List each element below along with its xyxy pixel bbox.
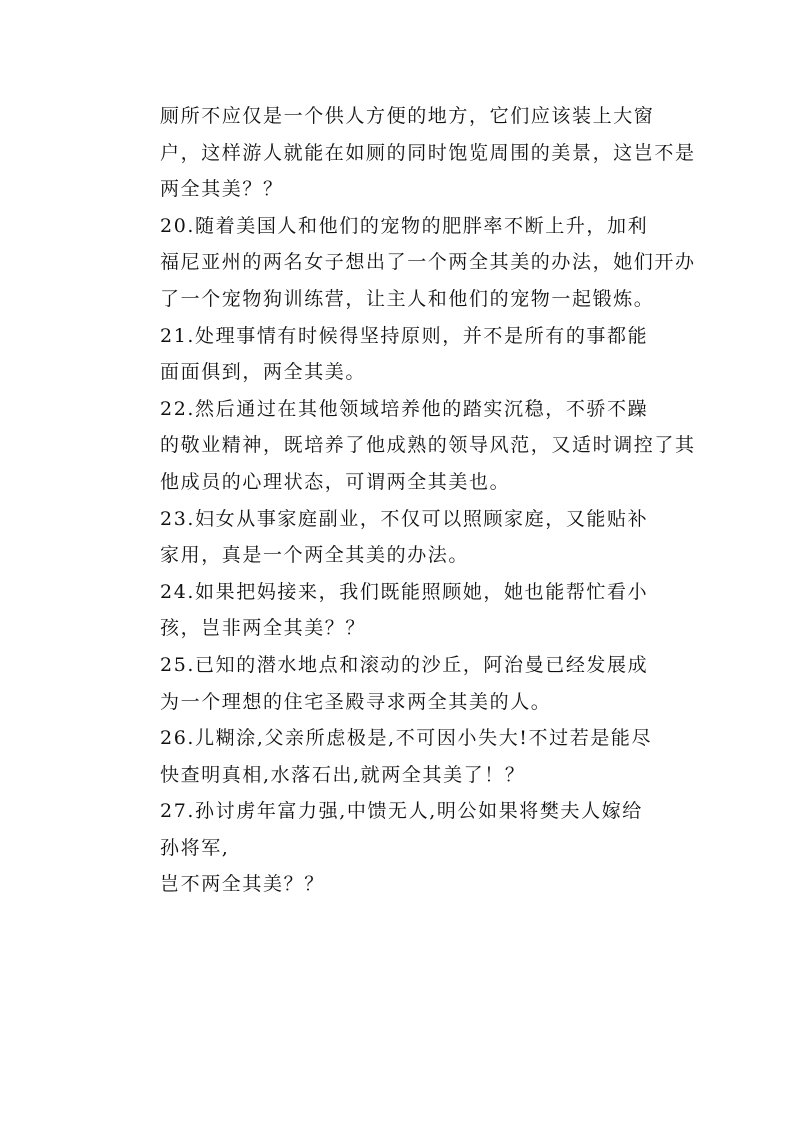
- text-line: 20.随着美国人和他们的宠物的肥胖率不断上升，加利: [160, 214, 649, 237]
- text-line: 23.妇女从事家庭副业，不仅可以照顾家庭，又能贴补: [160, 507, 649, 530]
- text-line: 家用，真是一个两全其美的办法。: [160, 544, 470, 567]
- paragraph-21: [122, 318, 682, 391]
- paragraph-toilet-window: [122, 98, 696, 208]
- text-line: 27.孙讨虏年富力强,中馈无人,明公如果将樊夫人嫁给: [160, 800, 643, 823]
- paragraph-24: [122, 574, 682, 647]
- document-body: [122, 98, 696, 903]
- text-line: 厕所不应仅是一个供人方便的地方，它们应该装上大窗: [160, 105, 655, 127]
- text-line: 24.如果把妈接来，我们既能照顾她，她也能帮忙看小: [160, 580, 649, 603]
- text-line: 25.已知的潜水地点和滚动的沙丘，阿治曼已经发展成: [160, 653, 649, 676]
- paragraph-22: [122, 391, 696, 501]
- text-line: 孙将军,: [160, 836, 230, 859]
- paragraph-20: [122, 208, 696, 318]
- text-line: 岂不两全其美？？: [160, 873, 325, 896]
- paragraph-25: [122, 647, 682, 720]
- text-line: 他成员的心理状态，可谓两全其美也。: [160, 470, 511, 493]
- text-line: 福尼亚州的两名女子想出了一个两全其美的办法，她们开办: [160, 251, 696, 274]
- text-line: 两全其美？？: [160, 178, 284, 201]
- text-line: 21.处理事情有时候得坚持原则，并不是所有的事都能: [160, 324, 649, 347]
- text-line: 了一个宠物狗训练营，让主人和他们的宠物一起锻炼。: [160, 287, 655, 310]
- text-line: 的敬业精神，既培养了他成熟的领导风范，又适时调控了其: [160, 434, 696, 457]
- paragraph-27-continued: [122, 866, 682, 903]
- text-line: 户，这样游人就能在如厕的同时饱览周围的美景，这岂不是: [160, 141, 696, 164]
- paragraph-23: [122, 501, 682, 574]
- text-line: 26.儿糊涂,父亲所虑极是,不可因小失大!不过若是能尽: [160, 727, 653, 750]
- text-line: 为一个理想的住宅圣殿寻求两全其美的人。: [160, 690, 552, 713]
- text-line: 快查明真相,水落石出,就两全其美了！？: [160, 763, 526, 786]
- paragraph-26: [122, 720, 682, 793]
- text-line: 孩，岂非两全其美？？: [160, 617, 367, 640]
- paragraph-27: [122, 793, 682, 866]
- text-line: 22.然后通过在其他领域培养他的踏实沉稳，不骄不躁: [160, 397, 649, 420]
- text-line: 面面俱到，两全其美。: [160, 361, 367, 384]
